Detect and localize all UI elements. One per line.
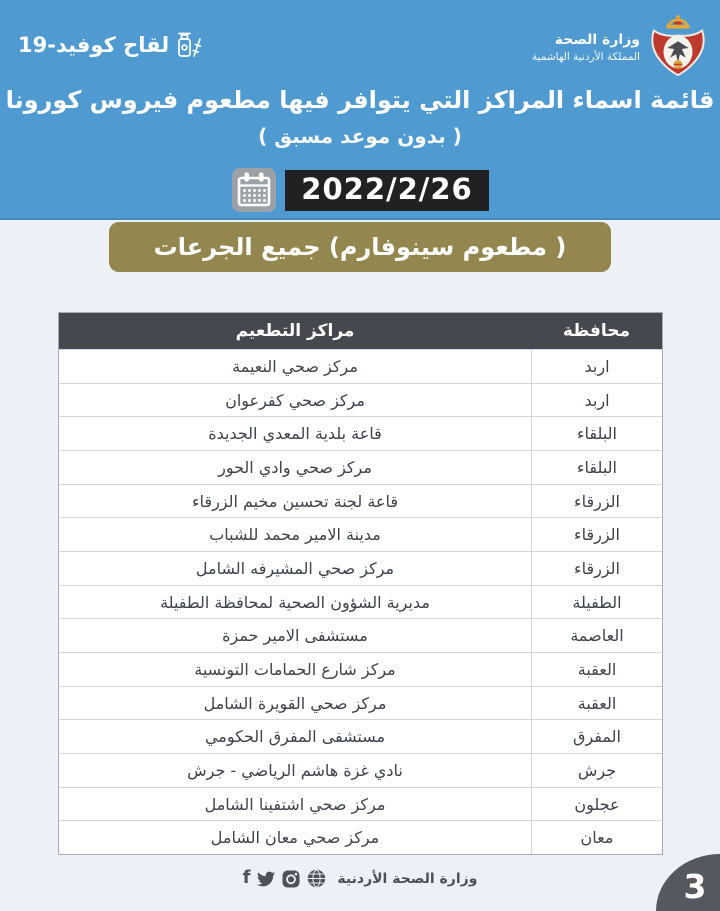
governorate-cell: المفرق bbox=[531, 720, 662, 753]
center-cell: مركز صحي اشتفينا الشامل bbox=[204, 794, 386, 814]
title-block bbox=[0, 86, 720, 148]
table-row bbox=[59, 753, 662, 787]
instagram-icon bbox=[282, 870, 300, 888]
vaccine-icon bbox=[176, 30, 202, 60]
governorate-cell: عجلون bbox=[531, 788, 662, 821]
center-cell: مركز صحي معان الشامل bbox=[210, 828, 380, 848]
governorate-cell: الزرقاء bbox=[531, 552, 662, 585]
centers-table bbox=[58, 312, 663, 855]
table-row bbox=[59, 450, 662, 484]
governorate-cell: اربد bbox=[531, 350, 662, 383]
table-row bbox=[59, 686, 662, 720]
table-row bbox=[59, 383, 662, 417]
governorate-cell: معان bbox=[531, 821, 662, 854]
center-cell: مركز صحي القويرة الشامل bbox=[203, 693, 387, 713]
table-row bbox=[59, 820, 662, 854]
governorate-cell: البلقاء bbox=[531, 451, 662, 484]
date-badge: 2022/2/26 bbox=[285, 170, 488, 211]
table-row bbox=[59, 719, 662, 753]
blue-header bbox=[0, 0, 720, 220]
center-cell: مستشفى المفرق الحكومي bbox=[204, 727, 386, 747]
table-row bbox=[59, 416, 662, 450]
center-cell: مركز صحي وادي الحور bbox=[218, 457, 372, 477]
calendar-icon bbox=[231, 167, 277, 213]
governorate-cell: العقبة bbox=[531, 687, 662, 720]
center-cell: نادي غزة هاشم الرياضي - جرش bbox=[187, 760, 403, 780]
table-row bbox=[59, 484, 662, 518]
page-number-badge bbox=[656, 854, 720, 911]
facebook-icon: f bbox=[242, 866, 251, 888]
table-row bbox=[59, 349, 662, 383]
centers-header: مراكز التطعيم bbox=[235, 321, 355, 341]
center-cell: قاعة بلدية المعدي الجديدة bbox=[208, 424, 382, 444]
center-cell: قاعة لجنة تحسين مخيم الزرقاء bbox=[192, 491, 398, 511]
page-number: 3 bbox=[683, 867, 707, 906]
center-cell: مركز صحي المشيرفه الشامل bbox=[195, 558, 395, 578]
ministry-block bbox=[532, 12, 708, 84]
ministry-text bbox=[532, 31, 640, 64]
ministry-kingdom: المملكة الأردنية الهاشمية bbox=[531, 51, 640, 64]
governorate-cell: الطفيلة bbox=[531, 586, 662, 619]
date-row bbox=[0, 167, 720, 213]
table-row bbox=[59, 551, 662, 585]
governorate-header: محافظة bbox=[562, 321, 631, 341]
table-row bbox=[59, 585, 662, 619]
center-cell: مركز شارع الحمامات التونسية bbox=[194, 659, 396, 679]
table-row bbox=[59, 652, 662, 686]
governorate-cell: جرش bbox=[531, 754, 662, 787]
center-cell: مركز صحي كفرعوان bbox=[225, 390, 365, 410]
center-cell: مدينة الامير محمد للشباب bbox=[209, 525, 381, 545]
twitter-icon bbox=[257, 870, 275, 888]
coat-of-arms-logo bbox=[648, 12, 708, 84]
table-row bbox=[59, 787, 662, 821]
governorate-cell: العاصمة bbox=[531, 619, 662, 652]
ministry-name: وزارة الصحة bbox=[554, 32, 640, 49]
globe-icon bbox=[307, 869, 326, 888]
brand-label: لقاح كوفيد-19 bbox=[18, 33, 170, 57]
footer bbox=[0, 866, 720, 888]
governorate-cell: الزرقاء bbox=[531, 485, 662, 518]
governorate-cell: اربد bbox=[531, 384, 662, 417]
table-row bbox=[59, 618, 662, 652]
footer-label: وزارة الصحة الأردنية bbox=[337, 870, 478, 887]
page-subtitle: ( بدون موعد مسبق ) bbox=[258, 124, 462, 148]
governorate-cell: الزرقاء bbox=[531, 518, 662, 551]
governorate-cell: البلقاء bbox=[531, 417, 662, 450]
table-header-row bbox=[59, 313, 662, 349]
vaccine-type-banner: ( مطعوم سينوفارم) جميع الجرعات bbox=[109, 222, 611, 272]
page-title: قائمة اسماء المراكز التي يتوافر فيها مطعوم فيروس كورونا bbox=[5, 86, 715, 114]
covid-vaccine-brand bbox=[18, 30, 202, 60]
center-cell: مركز صحي النعيمة bbox=[232, 356, 358, 376]
governorate-cell: العقبة bbox=[531, 653, 662, 686]
center-cell: مستشفى الامير حمزة bbox=[222, 626, 368, 646]
table-row bbox=[59, 517, 662, 551]
center-cell: مديرية الشؤون الصحية لمحافظة الطفيلة bbox=[160, 592, 430, 612]
table-body bbox=[59, 349, 662, 854]
